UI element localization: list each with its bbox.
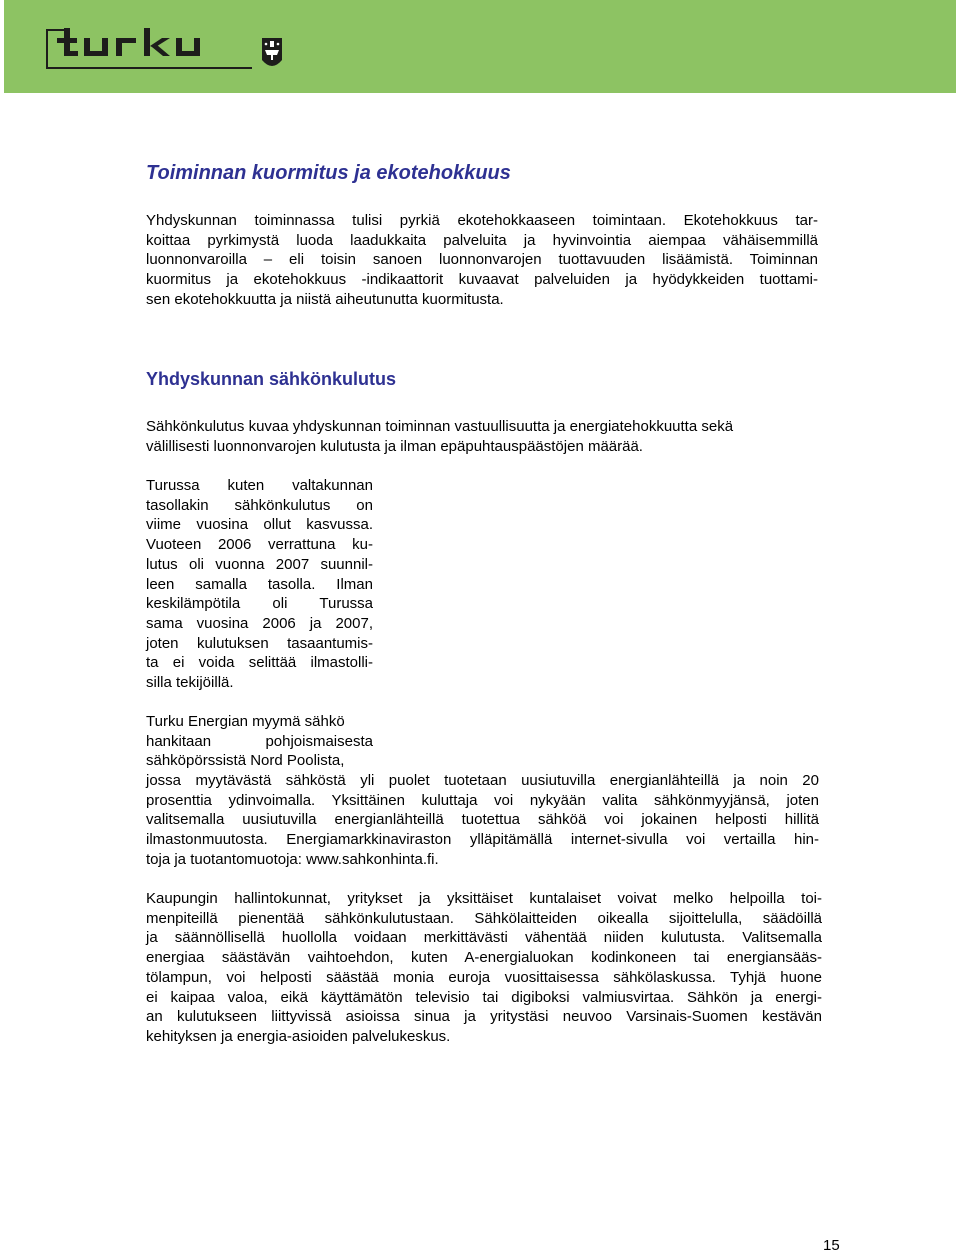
text-line: viime vuosina ollut kasvussa. (146, 516, 373, 534)
text-line: välillisesti luonnonvarojen kulutusta ja ilman epäpuhtauspäästöjen määrää. (146, 437, 643, 455)
text-line: kehityksen ja energia-asioiden palvelukeskus. (146, 1027, 451, 1045)
text-line: Sähkönkulutus kuvaa yhdyskunnan toiminnan vastuullisuutta ja energiatehokkuutta sekä (146, 418, 734, 435)
text-line: valitsemalla uusiutuvilla energianlähteillä tuotettua sähköä voi jokainen helposti hillitä (146, 811, 819, 829)
text-line: lutus oli vuonna 2007 suunnil- (146, 555, 373, 573)
text-line: jossa myytävästä sähköstä yli puolet tuotetaan uusiutuvilla energianlähteillä ja noin 20 (146, 772, 819, 789)
text-line: Kaupungin hallintokunnat, yritykset ja yksittäiset kuntalaiset voivat melko helpoilla toi- (146, 890, 822, 907)
text-line: tasollakin sähkönkulutus on (146, 496, 373, 514)
text-line: Turussa kuten valtakunnan (146, 477, 373, 494)
paragraph-turku-energia (146, 771, 819, 870)
header-banner (4, 0, 956, 93)
text-line: leen samalla tasolla. Ilman (146, 575, 373, 593)
page-number: 15 (823, 1237, 840, 1254)
text-line: menpiteillä pienentää sähkönkulutustaan. Sähkölaitteiden oikealla sijoittelulla, säädöillä (146, 909, 822, 927)
text-line: energiaa säästävän vaihtoehdon, kuten A-energialuokan kodinkoneen tai energiansääs- (146, 949, 822, 967)
paragraph-saastovinkit (146, 889, 822, 1047)
paragraph-turku-energia-short (146, 712, 373, 771)
text-line: ta ei voida selittää ilmastolli- (146, 654, 373, 672)
text-line: an kulutukseen liittyvissä asioissa sinua ja yritystäsi neuvoo Varsinais-Suomen kestävän (146, 1008, 822, 1026)
paragraph-kulutuksen-kehitys (146, 476, 373, 693)
text-line: ilmastonmuutosta. Energiamarkkinaviraston ylläpitämällä internet-sivulla voi vertailla hin- (146, 831, 819, 849)
text-line: ei kaipaa valoa, eikä käyttämätön televisio tai digiboksi valmiusvirtaa. Sähkön ja energi- (146, 988, 822, 1006)
text-line: Yhdyskunnan toiminnassa tulisi pyrkiä ekotehokkaaseen toimintaan. Ekotehokkuus tar- (146, 212, 818, 229)
section-title-sahkonkulutus: Yhdyskunnan sähkönkulutus (146, 369, 397, 389)
text-line: Vuoteen 2006 verrattuna ku- (146, 536, 373, 554)
text-line: toja ja tuotantomuotoja: www.sahkonhinta.fi. (146, 850, 439, 868)
text-line: sähköpörssistä Nord Poolista, (146, 752, 345, 770)
text-line: tölampun, voi helposti säästää monia euroja vuosittaisessa sähkölaskussa. Tyhjä huone (146, 968, 822, 986)
text-line: joten kulutuksen tasaantumis- (146, 634, 373, 652)
paragraph-sahkonkulutus-intro (146, 417, 826, 456)
text-line: koittaa pyrkimystä luoda laadukkaita palveluita ja hyvinvointia aiempaa vähäisemmillä (146, 231, 818, 249)
text-line: sama vuosina 2006 ja 2007, (146, 614, 373, 632)
text-line: prosenttia ydinvoimalla. Yksittäinen kuluttaja voi nykyään valita sähkönmyyjänsä, joten (146, 791, 819, 809)
text-line: silla tekijöillä. (146, 674, 234, 692)
text-line: luonnonvaroilla – eli toisin sanoen luonnonvarojen tuottavuuden lisäämistä. Toiminnan (146, 251, 818, 269)
text-line: hankitaan pohjoismaisesta (146, 732, 373, 750)
section-title-ekotehokkuus: Toiminnan kuormitus ja ekotehokkuus (146, 162, 511, 184)
text-line: kuormitus ja ekotehokkuus -indikaattorit kuvaavat palveluiden ja hyödykkeiden tuottami- (146, 271, 818, 289)
turku-logo (44, 26, 282, 72)
paragraph-ekotehokkuus (146, 211, 818, 310)
text-line: ja säännöllisellä huollolla voidaan merkittävästi vähentää niiden kulutusta. Valitsemalla (146, 929, 822, 947)
text-line: sen ekotehokkuutta ja niistä aiheutunutta kuormitusta. (146, 290, 504, 308)
text-line: Turku Energian myymä sähkö (146, 713, 345, 730)
text-line: keskilämpötila oli Turussa (146, 595, 373, 613)
